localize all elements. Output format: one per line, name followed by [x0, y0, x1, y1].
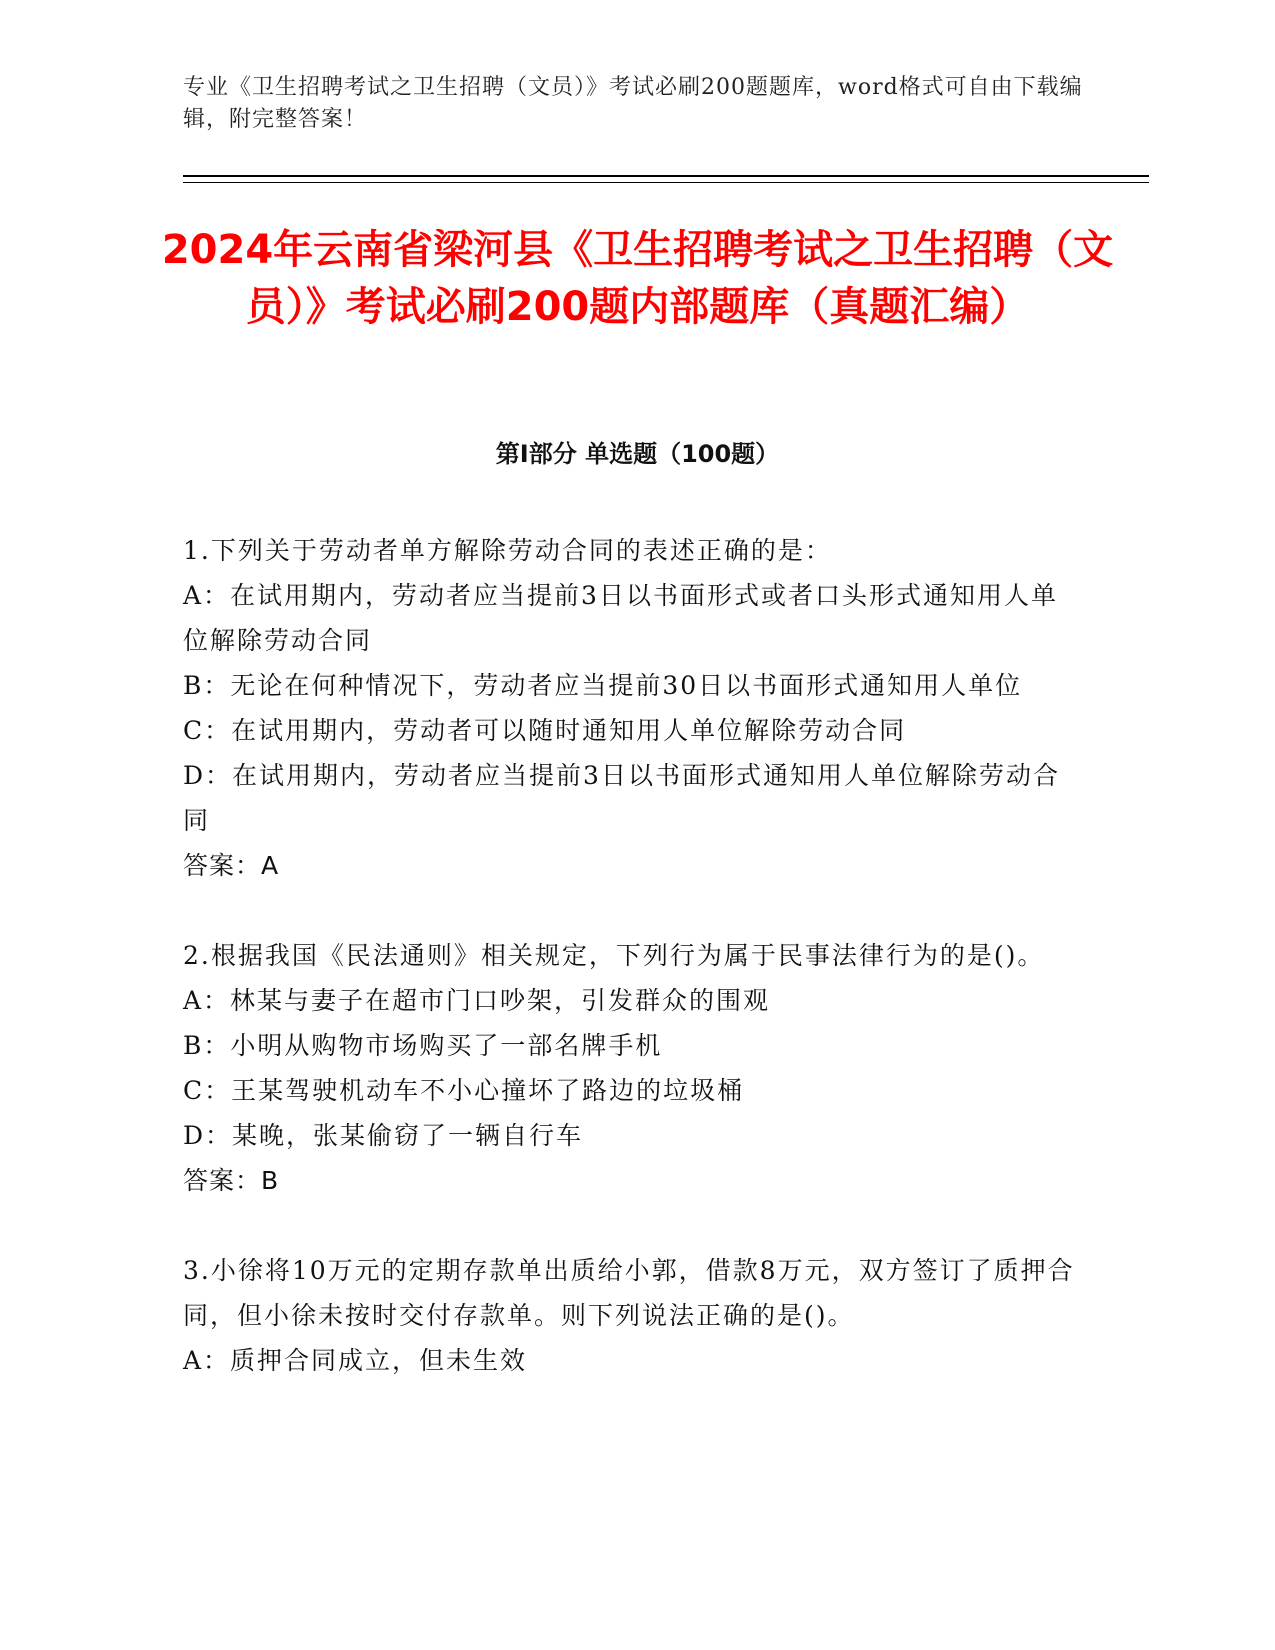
question-3: [183, 1248, 1083, 1383]
option-c: C：在试用期内，劳动者可以随时通知用人单位解除劳动合同: [183, 716, 907, 745]
option-b: B：无论在何种情况下，劳动者应当提前30日以书面形式通知用人单位: [183, 671, 1023, 700]
option-a: A：质押合同成立，但未生效: [183, 1346, 528, 1375]
option-d: D：某晚，张某偷窃了一辆自行车: [183, 1121, 584, 1150]
question-list: [183, 528, 1083, 1428]
option-b: B：小明从购物市场购买了一部名牌手机: [183, 1031, 663, 1060]
answer-line: 答案：A: [183, 851, 280, 880]
header-divider-thick: [183, 175, 1149, 177]
question-2: [183, 933, 1083, 1203]
question-1: [183, 528, 1083, 888]
option-c: C：王某驾驶机动车不小心撞坏了路边的垃圾桶: [183, 1076, 745, 1105]
option-a: A：林某与妻子在超市门口吵架，引发群众的围观: [183, 986, 771, 1015]
option-a: A：在试用期内，劳动者应当提前3日以书面形式或者口头形式通知用人单位解除劳动合同: [183, 581, 1058, 655]
header-note: 专业《卫生招聘考试之卫生招聘（文员）》考试必刷200题题库，word格式可自由下载编辑，附完整答案！: [183, 75, 1083, 132]
section-heading: 第Ⅰ部分 单选题（100题）: [495, 440, 780, 468]
header-divider-thin: [183, 182, 1149, 183]
answer-line: 答案：B: [183, 1166, 280, 1195]
question-stem: 3.小徐将10万元的定期存款单出质给小郭，借款8万元，双方签订了质押合同，但小徐未按时交付存款单。则下列说法正确的是()。: [183, 1256, 1075, 1330]
question-stem: 2.根据我国《民法通则》相关规定，下列行为属于民事法律行为的是()。: [183, 941, 1045, 970]
option-d: D：在试用期内，劳动者应当提前3日以书面形式通知用人单位解除劳动合同: [183, 761, 1060, 835]
document-title: 2024年云南省梁河县《卫生招聘考试之卫生招聘（文员）》考试必刷200题内部题库（真题汇编）: [161, 227, 1114, 330]
question-stem: 1.下列关于劳动者单方解除劳动合同的表述正确的是：: [183, 536, 832, 565]
